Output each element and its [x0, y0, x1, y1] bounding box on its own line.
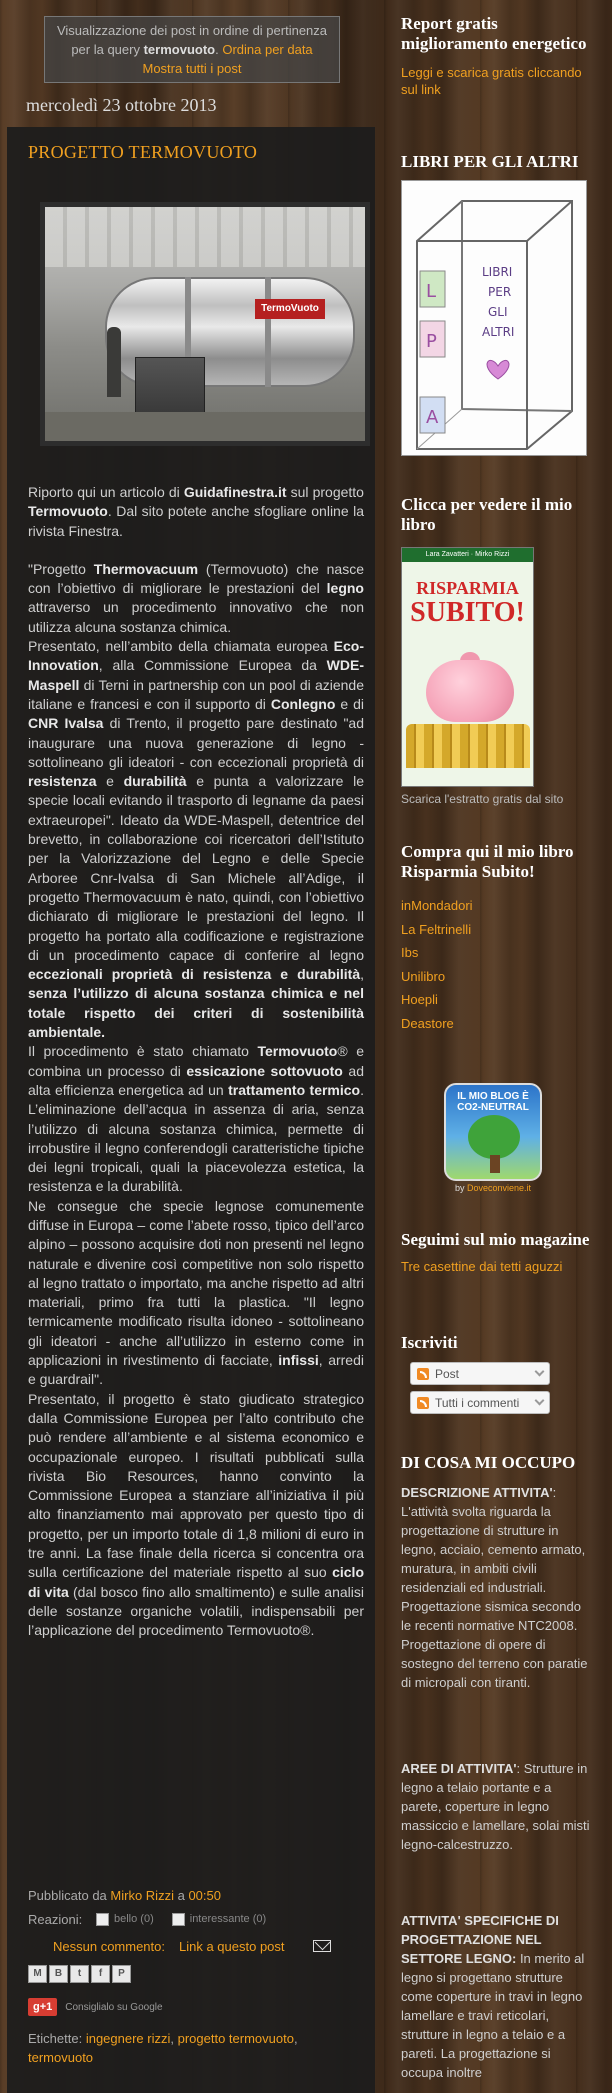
report-download-link[interactable]: Leggi e scarica gratis cliccando sul link — [401, 65, 582, 97]
reaction-bello[interactable]: bello (0) — [96, 1913, 154, 1926]
chevron-down-icon — [535, 1367, 545, 1377]
twitter-share-icon[interactable]: t — [70, 1965, 89, 1983]
widget-occupo — [401, 1453, 591, 2082]
show-all-posts-link[interactable]: Mostra tutti i post — [142, 61, 242, 76]
store-link[interactable]: Deastore — [401, 1015, 454, 1031]
widget-title: Iscriviti — [401, 1333, 458, 1352]
book-drawing-icon — [402, 181, 588, 457]
svg-text:PER: PER — [488, 285, 512, 299]
date-header: mercoledì 23 ottobre 2013 — [26, 95, 217, 115]
gplus-button[interactable]: g+1 — [28, 1998, 57, 2016]
svg-text:LIBRI: LIBRI — [482, 265, 513, 279]
coins-icon — [406, 724, 530, 768]
doveconviene-link[interactable]: Doveconviene.it — [466, 1183, 532, 1193]
svg-text:GLI: GLI — [488, 305, 508, 319]
gplus-row — [28, 1997, 364, 2017]
termovuoto-machine-photo — [45, 207, 365, 441]
widget-book — [401, 495, 591, 807]
occupo-aree: AREE DI ATTIVITA': Strutture in legno a telaio portante e a parete, coperture in legno massiccio e lamellare, solai misti legno-calcestruzzo. — [401, 1761, 590, 1852]
blog-post — [7, 127, 375, 2093]
label-link[interactable]: ingegnere rizzi — [85, 2031, 171, 2046]
store-link[interactable]: inMondadori — [401, 898, 473, 913]
blogger-share-icon[interactable]: B — [49, 1965, 68, 1983]
store-link[interactable]: Hoepli — [401, 992, 438, 1007]
svg-text:L: L — [426, 281, 437, 302]
post-time-link[interactable]: 00:50 — [188, 1888, 221, 1903]
reaction-checkbox[interactable] — [96, 1913, 109, 1926]
occupo-description: DESCRIZIONE ATTIVITA': L'attività svolta riguarda la progettazione di strutture in legno, acciaio, cemento armato, muratura, in ambiti civili residenziali ed industriali. Progettazione sismica secondo le recenti normative NTC2008. Progettazione di opere di sostegno del terreno con paratie di micropali con tiranti. — [401, 1485, 588, 1690]
email-post-icon[interactable] — [313, 1940, 331, 1952]
widget-title: LIBRI PER GLI ALTRI — [401, 152, 579, 171]
widget-title: Clicca per vedere il mio libro — [401, 495, 573, 534]
gplus-text: Consiglialo su Google — [65, 2001, 163, 2013]
post-footer — [28, 1885, 364, 2067]
rss-feed-icon — [417, 1397, 429, 1409]
reactions-label: Reazioni: — [28, 1911, 83, 1927]
magazine-link[interactable]: Tre casettine dai tetti aguzzi — [401, 1259, 563, 1274]
widget-report — [401, 14, 591, 98]
widget-co2 — [401, 1083, 591, 1193]
post-paragraph: Presentato, il progetto è stato giudicato strategico dalla Commissione Europea per l’alto contributo che può rendere all’ambiente e al sistema economico e occupazionale europeo. I risultati pubblicati sulla rivista Bio Resources, hanno convinto la Commissione Europea a stanziare all’iniziativa il più alto finanziamento mai approvato per questo tipo di progetto, per un importo totale di 1,8 milioni di euro in tre anni. La fase finale della ricerca si concentra ora sulla certificazione del materiale rispetto al suo ciclo di vita (dal bosco fino allo smaltimento) e sulle analisi delle sostanze organiche volatili, indispensabili per l’applicazione del procedimento Termovuoto®. — [28, 1390, 364, 1639]
post-paragraph: Il procedimento è stato chiamato Termovuoto® e combina un processo di essicazione sottovuoto ad alta efficienza energetica ad un trattamento termico. L’eliminazione dell’acqua in assenza di aria, senza l’utilizzo di alcuna sostanza chimica, permette di irrobustire il legno conferendogli caratteristiche tipiche dei legni tropicali, quali la piacevolezza estetica, la resistenza e la durabilità. — [28, 1043, 365, 1195]
svg-text:ALTRI: ALTRI — [482, 325, 515, 339]
email-share-icon[interactable]: M — [28, 1965, 47, 1983]
occupo-specifiche: ATTIVITA' SPECIFICHE DI PROGETTAZIONE NEL SETTORE LEGNO: In merito al legno si progettano strutture come coperture in travi in legno lamellare e travi reticolari, strutture in legno a telaio e a pareti. La progettazione si occupa inoltre — [401, 1913, 585, 2080]
post-paragraph: Ne consegue che specie legnose comunemente diffuse in Europa – come l’abete rosso, tipico dell’arco alpino – possono acquisire doti non presenti nel legno naturale e divenire così competitive non solo rispetto al legno trattato o importato, ma anche rispetto ad altri materiali, primo fra tutti la plastica. "Il legno termicamente modificato risulta idoneo - sottolineano gli ideatori - anche all’utilizzo in esterno come in applicazioni in rivestimento di facciate, infissi, arredi e guardrail". — [28, 1197, 364, 1388]
book-cover-image[interactable]: Lara Zavatteri · Mirko Rizzi RISPARMIA SUBITO! — [401, 547, 534, 787]
libri-per-gli-altri-image[interactable] — [401, 180, 587, 456]
svg-text:A: A — [426, 407, 439, 428]
store-link[interactable]: Ibs — [401, 945, 419, 960]
piggy-bank-icon — [426, 660, 514, 722]
comments-link[interactable]: Nessun commento: — [53, 1938, 165, 1954]
permalink-link[interactable]: Link a questo post — [179, 1938, 285, 1954]
co2-neutral-badge[interactable]: IL MIO BLOG È CO2-NEUTRAL — [444, 1083, 542, 1181]
facebook-share-icon[interactable]: f — [91, 1965, 110, 1983]
post-title[interactable]: PROGETTO TERMOVUOTO — [28, 142, 258, 162]
author-link[interactable]: Mirko Rizzi — [110, 1888, 174, 1903]
widget-libri — [401, 152, 591, 456]
widget-title: Compra qui il mio libro Risparmia Subito! — [401, 842, 574, 881]
tree-icon — [468, 1115, 520, 1159]
widget-magazine — [401, 1230, 591, 1275]
widget-title: Seguimi sul mio magazine — [401, 1230, 590, 1249]
post-links — [28, 1931, 364, 1961]
label-link[interactable]: termovuoto — [28, 2050, 94, 2065]
store-link[interactable]: Unilibro — [401, 968, 446, 984]
order-by-date-link[interactable]: Ordina per data — [222, 42, 313, 57]
search-status-message: Visualizzazione dei post in ordine di pertinenza per la query termovuoto. Ordina per data Mostra tutti i post — [44, 16, 340, 83]
label-link[interactable]: progetto termovuoto — [177, 2031, 294, 2046]
pinterest-share-icon[interactable]: P — [112, 1965, 131, 1983]
widget-title: Report gratis miglioramento energetico — [401, 14, 587, 53]
post-byline: Pubblicato da Mirko Rizzi a 00:50 — [28, 1888, 221, 1903]
status-query: termovuoto — [143, 42, 216, 57]
reaction-interessante[interactable]: interessante (0) — [172, 1913, 266, 1926]
reaction-checkbox[interactable] — [172, 1913, 185, 1926]
post-body — [28, 483, 364, 1641]
widget-buy — [401, 842, 591, 1035]
svg-text:P: P — [426, 331, 437, 352]
share-buttons — [28, 1965, 364, 1985]
widget-title: DI COSA MI OCCUPO — [401, 1453, 576, 1472]
book-caption: Scarica l'estratto gratis dal sito — [401, 792, 564, 806]
post-labels: Etichette: ingegnere rizzi, progetto termovuoto, termovuoto — [28, 2031, 298, 2065]
post-paragraph: Riporto qui un articolo di Guidafinestra.it sul progetto Termovuoto. Dal sito potete anche sfogliare online la rivista Finestra. — [28, 484, 364, 539]
subscribe-comments-dropdown[interactable]: Tutti i commenti — [410, 1391, 550, 1414]
post-image[interactable] — [40, 202, 370, 446]
subscribe-posts-dropdown[interactable]: Post — [410, 1362, 550, 1385]
cover-authors: Lara Zavatteri · Mirko Rizzi — [402, 548, 533, 562]
post-paragraph: Presentato, nell’ambito della chiamata europea Eco-Innovation, alla Commissione Europea da WDE-Maspell di Terni in partnership con un pool di aziende italiane e francesi e con il supporto di Conlegno e di CNR Ivalsa di Trento, il progetto pare destinato "ad inaugurare una nuova generazione di legno - sottolineano gli ideatori - con eccezionali proprietà di resistenza e durabilità e punta a valorizzare le specie locali evitando il trasporto di legname da paesi extraeuropei". Ideato da WDE-Maspell, detentrice del brevetto, in collaborazione coi ricercatori dell’Istituto per la Valorizzazione del Legno e delle Specie Arboree Cnr-Ivalsa di San Michele all’Adige, il progetto Thermovacuum è nato, quindi, con l’obiettivo dichiarato di migliorare le prestazioni del legno. Il progetto ha portato alla codificazione e registrazione di un procedimento capace di conferire al legno eccezionali proprietà di resistenza e durabilità, senza l’utilizzo di alcuna sostanza chimica e nel totale rispetto dei criteri di sostenibilità ambientale. — [28, 638, 364, 1041]
rss-feed-icon — [417, 1368, 429, 1380]
reactions — [28, 1907, 364, 1931]
co2-by: by Doveconviene.it — [454, 1183, 532, 1193]
store-link[interactable]: La Feltrinelli — [401, 921, 472, 937]
chevron-down-icon — [535, 1396, 545, 1406]
post-paragraph: "Progetto Thermovacuum (Termovuoto) che nasce con l’obiettivo di migliorare le prestazioni del legno attraverso un procedimento innovativo che non utilizza alcuna sostanza chimica. — [28, 560, 364, 635]
status-prefix: Visualizzazione dei post in ordine di pertinenza per la query — [56, 23, 328, 57]
widget-subscribe — [401, 1333, 591, 1414]
image-brand-label: TermoVuoto — [255, 299, 325, 319]
